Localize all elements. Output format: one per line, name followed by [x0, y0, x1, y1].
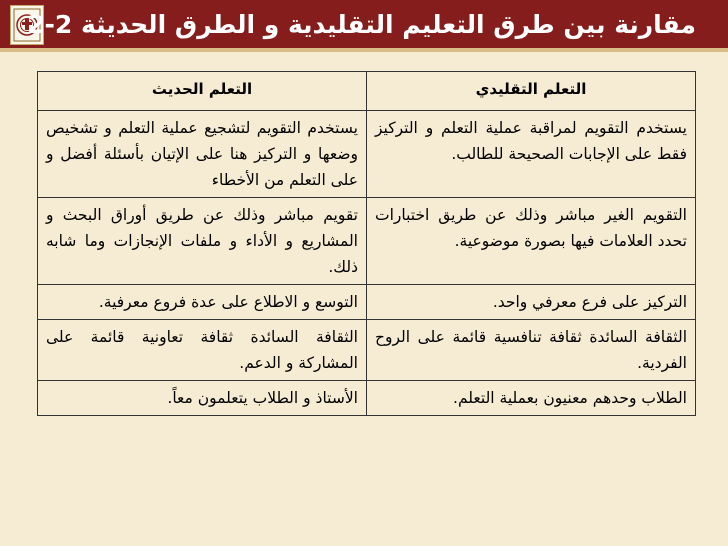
table-row: [38, 381, 696, 416]
modern-cell: التوسع و الاطلاع على عدة فروع معرفية.: [38, 285, 367, 320]
table-row: [38, 198, 696, 285]
traditional-cell: الثقافة السائدة ثقافة تنافسية قائمة على الروح الفردية.: [367, 320, 696, 381]
table-row: [38, 285, 696, 320]
table-row: [38, 320, 696, 381]
modern-cell: تقويم مباشر وذلك عن طريق أوراق البحث و المشاريع و الأداء و ملفات الإنجازات وما شابه ذلك.: [38, 198, 367, 285]
traditional-cell: الطلاب وحدهم معنيون بعملية التعلم.: [367, 381, 696, 416]
modern-cell: الأستاذ و الطلاب يتعلمون معاً.: [38, 381, 367, 416]
traditional-cell: يستخدم التقويم لمراقبة عملية التعلم و التركيز فقط على الإجابات الصحيحة للطالب.: [367, 111, 696, 198]
header-row: [38, 72, 696, 111]
header-modern: التعلم الحديث: [38, 72, 367, 111]
traditional-cell: التقويم الغير مباشر وذلك عن طريق اختبارات تحدد العلامات فيها بصورة موضوعية.: [367, 198, 696, 285]
header-traditional: التعلم التقليدي: [367, 72, 696, 111]
table-row: [38, 111, 696, 198]
comparison-table: [37, 71, 696, 416]
slide-title: مقارنة بين طرق التعليم التقليدية و الطرق الحديثة 2-2: [27, 10, 696, 39]
modern-cell: يستخدم التقويم لتشجيع عملية التعلم و تشخيص وضعها و التركيز هنا على الإتيان بأسئلة أفضل و على التعلم من الأخطاء: [38, 111, 367, 198]
title-bar: [0, 0, 728, 52]
traditional-cell: التركيز على فرع معرفي واحد.: [367, 285, 696, 320]
modern-cell: الثقافة السائدة ثقافة تعاونية قائمة على المشاركة و الدعم.: [38, 320, 367, 381]
